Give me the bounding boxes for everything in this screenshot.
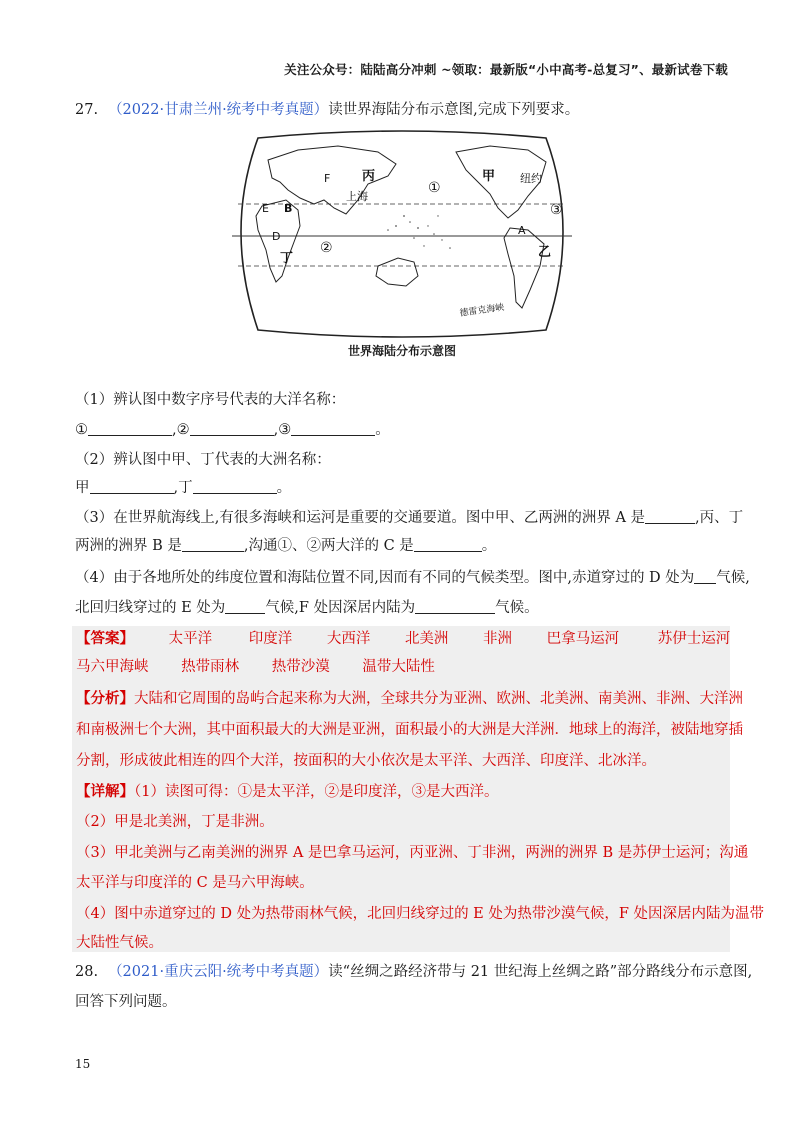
part-4-text-e: 气候。 bbox=[495, 600, 539, 616]
answer-blank-jia[interactable] bbox=[90, 478, 174, 494]
map-label-one: ① bbox=[428, 180, 441, 196]
question-number: 27. bbox=[75, 102, 99, 118]
answer-blank-f[interactable] bbox=[415, 598, 495, 614]
detail-line-1 bbox=[76, 782, 498, 802]
map-label-e: E bbox=[262, 202, 269, 215]
map-label-d: D bbox=[272, 230, 281, 243]
analysis-line-3: 分割，形成彼此相连的四个大洋，按面积的大小依次是太平洋、大西洋、印度洋、北冰洋。 bbox=[76, 753, 656, 769]
part-1-title: （1）辨认图中数字序号代表的大洋名称： bbox=[75, 392, 346, 408]
part-3-text-e: 。 bbox=[481, 538, 497, 554]
question-number: 28. bbox=[75, 964, 99, 980]
answer-item: 巴拿马运河 bbox=[546, 631, 620, 647]
answer-blank-1[interactable] bbox=[88, 420, 172, 436]
part-4-text-b: 气候, bbox=[716, 570, 750, 586]
map-label-ding: 丁 bbox=[280, 251, 294, 266]
analysis-tag: 【分析】 bbox=[76, 690, 134, 707]
answer-item: 太平洋 bbox=[168, 631, 213, 647]
answer-item: 非洲 bbox=[483, 631, 513, 647]
blank-end: 。 bbox=[375, 422, 390, 438]
answer-tag: 【答案】 bbox=[76, 630, 134, 647]
part-1-blanks bbox=[75, 420, 390, 440]
part-3-text-c: 两洲的洲界 B 是 bbox=[75, 538, 182, 554]
map-label-three: ③ bbox=[550, 202, 563, 218]
detail-text: （1）读图可得：①是太平洋，②是印度洋，③是大西洋。 bbox=[134, 784, 499, 800]
part-3-text-a: （3）在世界航海线上,有很多海峡和运河是重要的交通要道。图中甲、乙两洲的洲界 A 是 bbox=[75, 510, 646, 526]
detail-line-2: （2）甲是北美洲，丁是非洲。 bbox=[76, 814, 274, 830]
part-4-text-c: 北回归线穿过的 E 处为 bbox=[75, 600, 226, 616]
answer-row-2 bbox=[76, 657, 435, 677]
answer-blank-3[interactable] bbox=[291, 420, 375, 436]
map-label-jia: 甲 bbox=[482, 169, 496, 184]
answer-item: 热带雨林 bbox=[181, 659, 240, 675]
page-number: 15 bbox=[75, 1057, 91, 1071]
part-3-line-2 bbox=[75, 536, 496, 556]
map-label-a: A bbox=[518, 224, 526, 237]
map-label-niuyue: 纽约 bbox=[520, 172, 542, 185]
question-27-stem bbox=[75, 100, 579, 120]
map-label-f: F bbox=[324, 172, 331, 185]
answer-item: 北美洲 bbox=[404, 631, 449, 647]
part-4-text-d: 气候,F 处因深居内陆为 bbox=[265, 600, 416, 616]
answer-blank-ding[interactable] bbox=[193, 478, 277, 494]
question-text: 读“丝绸之路经济带与 21 世纪海上丝绸之路”部分路线分布示意图, bbox=[328, 964, 753, 980]
answer-item: 温带大陆性 bbox=[362, 659, 435, 675]
blank-label-2: ,② bbox=[172, 422, 190, 438]
part-4-line-1 bbox=[75, 568, 750, 588]
analysis-text: 大陆和它周围的岛屿合起来称为大洲，全球共分为亚洲、欧洲、北美洲、南美洲、非洲、大洋洲 bbox=[134, 691, 743, 707]
page-header: 关注公众号：陆陆高分冲刺 ~领取：最新版“小中高考-总复习”、最新试卷下载 bbox=[284, 62, 728, 77]
world-map-figure bbox=[228, 130, 576, 362]
answer-blank-a[interactable] bbox=[645, 508, 695, 524]
map-label-bing: 丙 bbox=[362, 169, 376, 184]
part-3-text-b: ,丙、丁 bbox=[695, 510, 744, 526]
answer-item: 印度洋 bbox=[248, 631, 293, 647]
answer-item: 马六甲海峡 bbox=[76, 659, 149, 675]
map-label-two: ② bbox=[320, 240, 333, 256]
part-3-text-d: ,沟通①、②两大洋的 C 是 bbox=[243, 538, 414, 554]
question-28-stem bbox=[75, 962, 752, 982]
part-4-text-a: （4）由于各地所处的纬度位置和海陆位置不同,因而有不同的气候类型。图中,赤道穿过的 D 处为 bbox=[75, 570, 695, 586]
answer-blank-2[interactable] bbox=[190, 420, 274, 436]
world-map-image bbox=[228, 130, 576, 340]
blank-label-jia: 甲 bbox=[75, 480, 90, 496]
map-label-drake: 德雷克海峡 bbox=[459, 302, 505, 319]
part-2-title: （2）辨认图中甲、丁代表的大洲名称： bbox=[75, 452, 331, 468]
question-source-link[interactable]: （2021·重庆云阳·统考中考真题） bbox=[108, 964, 329, 980]
blank-label-1: ① bbox=[75, 422, 88, 438]
question-28-stem-2: 回答下列问题。 bbox=[75, 994, 177, 1010]
map-label-b: B bbox=[284, 202, 293, 215]
blank-label-ding: ,丁 bbox=[173, 480, 193, 496]
question-source-link[interactable]: （2022·甘肃兰州·统考中考真题） bbox=[108, 102, 329, 118]
detail-line-6: 大陆性气候。 bbox=[76, 935, 163, 951]
map-caption: 世界海陆分布示意图 bbox=[347, 344, 456, 358]
detail-line-5: （4）图中赤道穿过的 D 处为热带雨林气候，北回归线穿过的 E 处为热带沙漠气候，F 处因深居内陆为温带 bbox=[76, 906, 765, 922]
answer-item: 大西洋 bbox=[326, 631, 371, 647]
part-4-line-2 bbox=[75, 598, 539, 618]
part-3-line-1 bbox=[75, 508, 743, 528]
detail-tag: 【详解】 bbox=[76, 783, 134, 800]
blank-label-3: ,③ bbox=[273, 422, 292, 438]
blank-end: 。 bbox=[276, 480, 292, 496]
detail-line-3: （3）甲北美洲与乙南美洲的洲界 A 是巴拿马运河，丙亚洲、丁非洲，两洲的洲界 B 是苏伊士运河；沟通 bbox=[76, 845, 749, 861]
answer-item: 苏伊士运河 bbox=[657, 631, 731, 647]
analysis-line-2: 和南极洲七个大洲，其中面积最大的大洲是亚洲，面积最小的大洲是大洋洲．地球上的海洋，被陆地穿插 bbox=[76, 722, 743, 738]
answer-row-1 bbox=[76, 629, 730, 649]
answer-blank-b[interactable] bbox=[182, 536, 244, 552]
answer-item: 热带沙漠 bbox=[271, 659, 330, 675]
analysis-line-1 bbox=[76, 689, 743, 709]
map-label-yi: 乙 bbox=[538, 245, 552, 260]
answer-blank-c[interactable] bbox=[414, 536, 482, 552]
answer-blank-e[interactable] bbox=[225, 598, 265, 614]
question-text: 读世界海陆分布示意图,完成下列要求。 bbox=[328, 102, 580, 118]
answer-blank-d[interactable] bbox=[694, 568, 716, 584]
map-label-shanghai: 上海 bbox=[346, 190, 368, 203]
detail-line-4: 太平洋与印度洋的 C 是马六甲海峡。 bbox=[76, 875, 314, 891]
part-2-blanks bbox=[75, 478, 291, 498]
